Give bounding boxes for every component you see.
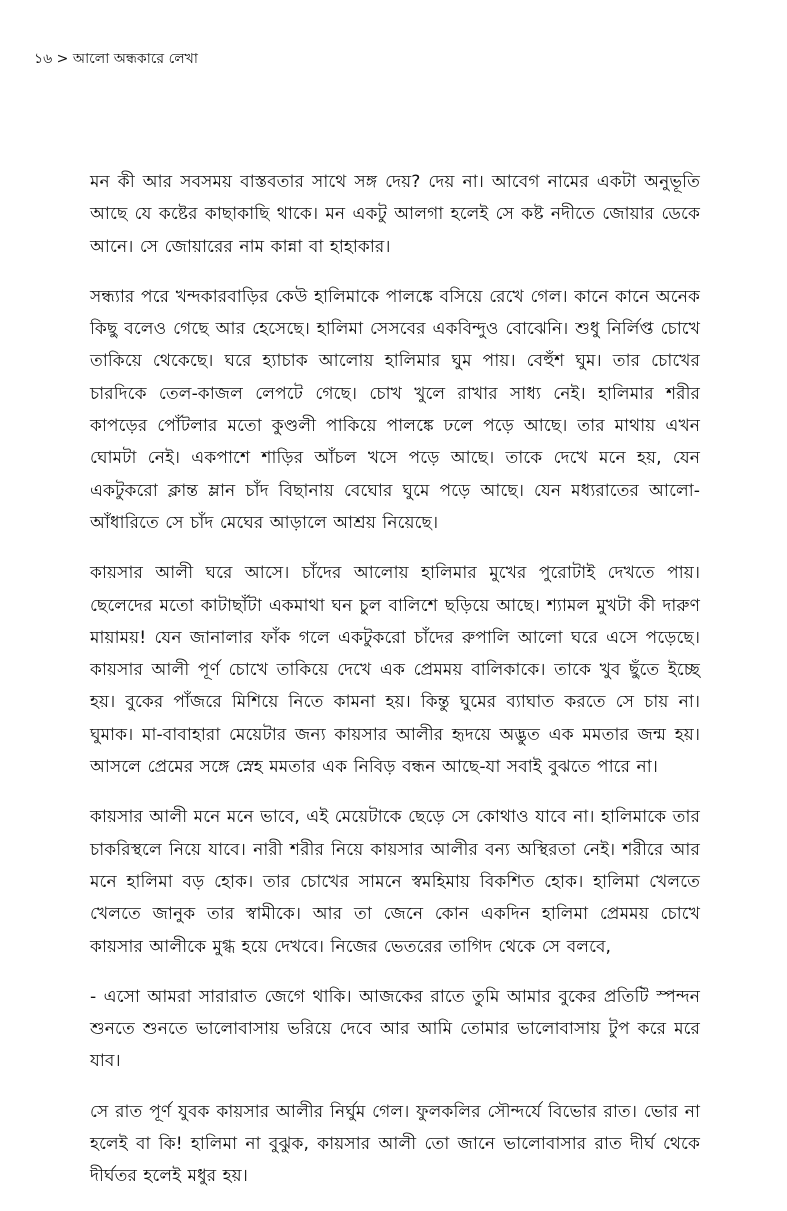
paragraph-4: কায়সার আলী মনে মনে ভাবে, এই মেয়েটাকে ছেড়ে সে কোথাও যাবে না। হালিমাকে তার চাকরিস্থলে নিয়ে যাবে। নারী শরীর নিয়ে কায়সার আলীর বন্য অস্থিরতা নেই। শরীরে আর মনে হালিমা বড় হোক। তার চোখের সামনে স্বমহিমায় বিকশিত হোক। হালিমা খেলতে খেলতে জানুক তার স্বামীকে। আর তা জেনে কোন একদিন হালিমা প্রেমময় চোখে কায়সার আলীকে মুগ্ধ হয়ে দেখবে। নিজের ভেতরের তাগিদ থেকে সে বলবে, [90, 807, 700, 957]
separator: > [56, 51, 69, 67]
paragraph-3: কায়সার আলী ঘরে আসে। চাঁদের আলোয় হালিমার মুখের পুরোটাই দেখতে পায়। ছেলেদের মতো কাটাছাঁটা একমাথা ঘন চুল বালিশে ছড়িয়ে আছে। শ্যামল মুখটা কী দারুণ মায়াময়! যেন জানালার ফাঁক গলে একটুকরো চাঁদের রুপালি আলো ঘরে এসে পড়েছে। কায়সার আলী পূর্ণ চোখে তাকিয়ে দেখে এক প্রেমময় বালিকাকে। তাকে খুব ছুঁতে ইচ্ছে হয়। বুকের পাঁজরে মিশিয়ে নিতে কামনা হয়। কিন্তু ঘুমের ব্যাঘাত করতে সে চায় না। ঘুমাক। মা-বাবাহারা মেয়েটার জন্য কায়সার আলীর হৃদয়ে অদ্ভুত এক মমতার জন্ম হয়। আসলে প্রেমের সঙ্গে স্নেহ মমতার এক নিবিড় বন্ধন আছে-যা সবাই বুঝতে পারে না। [90, 563, 700, 778]
paragraph-2: সন্ধ্যার পরে খন্দকারবাড়ির কেউ হালিমাকে পালঙ্কে বসিয়ে রেখে গেল। কানে কানে অনেক কিছু বলেও গেছে আর হেসেছে। হালিমা সেসবের একবিন্দুও বোঝেনি। শুধু নির্লিপ্ত চোখে তাকিয়ে থেকেছে। ঘরে হ্যাচাক আলোয় হালিমার ঘুম পায়। বেহুঁশ ঘুম। তার চোখের চারদিকে তেল-কাজল লেপটে গেছে। চোখ খুলে রাখার সাধ্য নেই। হালিমার শরীর কাপড়ের পোঁটলার মতো কুণ্ডলী পাকিয়ে পালঙ্কে ঢলে পড়ে আছে। তার মাথায় এখন ঘোমটা নেই। একপাশে শাড়ির আঁচল খসে পড়ে আছে। তাকে দেখে মনে হয়, যেন একটুকরো ক্লান্ত ম্লান চাঁদ বিছানায় বেঘোর ঘুমে পড়ে আছে। যেন মধ্যরাতের আলো-আঁধারিতে সে চাঁদ মেঘের আড়ালে আশ্রয় নিয়েছে। [90, 286, 700, 533]
dialogue-paragraph: - এসো আমরা সারারাত জেগে থাকি। আজকের রাতে তুমি আমার বুকের প্রতিটি স্পন্দন শুনতে শুনতে ভালোবাসায় ভরিয়ে দেবে আর আমি তোমার ভালোবাসায় টুপ করে মরে যাব। [90, 986, 700, 1072]
running-head [34, 50, 198, 68]
paragraph-6: সে রাত পূর্ণ যুবক কায়সার আলীর নির্ঘুম গেল। ফুলকলির সৌন্দর্যে বিভোর রাত। ভোর না হলেই বা কি! হালিমা না বুঝুক, কায়সার আলী তো জানে ভালোবাসার রাত দীর্ঘ থেকে দীর্ঘতর হলেই মধুর হয়। [90, 1101, 700, 1187]
book-title: আলো অন্ধকারে লেখা [72, 51, 198, 67]
body-text [90, 166, 700, 1211]
page-number: ১৬ [34, 51, 53, 67]
paragraph-1: মন কী আর সবসময় বাস্তবতার সাথে সঙ্গ দেয়? দেয় না। আবেগ নামের একটা অনুভূতি আছে যে কষ্টের কাছাকাছি থাকে। মন একটু আলগা হলেই সে কষ্ট নদীতে জোয়ার ডেকে আনে। সে জোয়ারের নাম কান্না বা হাহাকার। [90, 172, 700, 257]
